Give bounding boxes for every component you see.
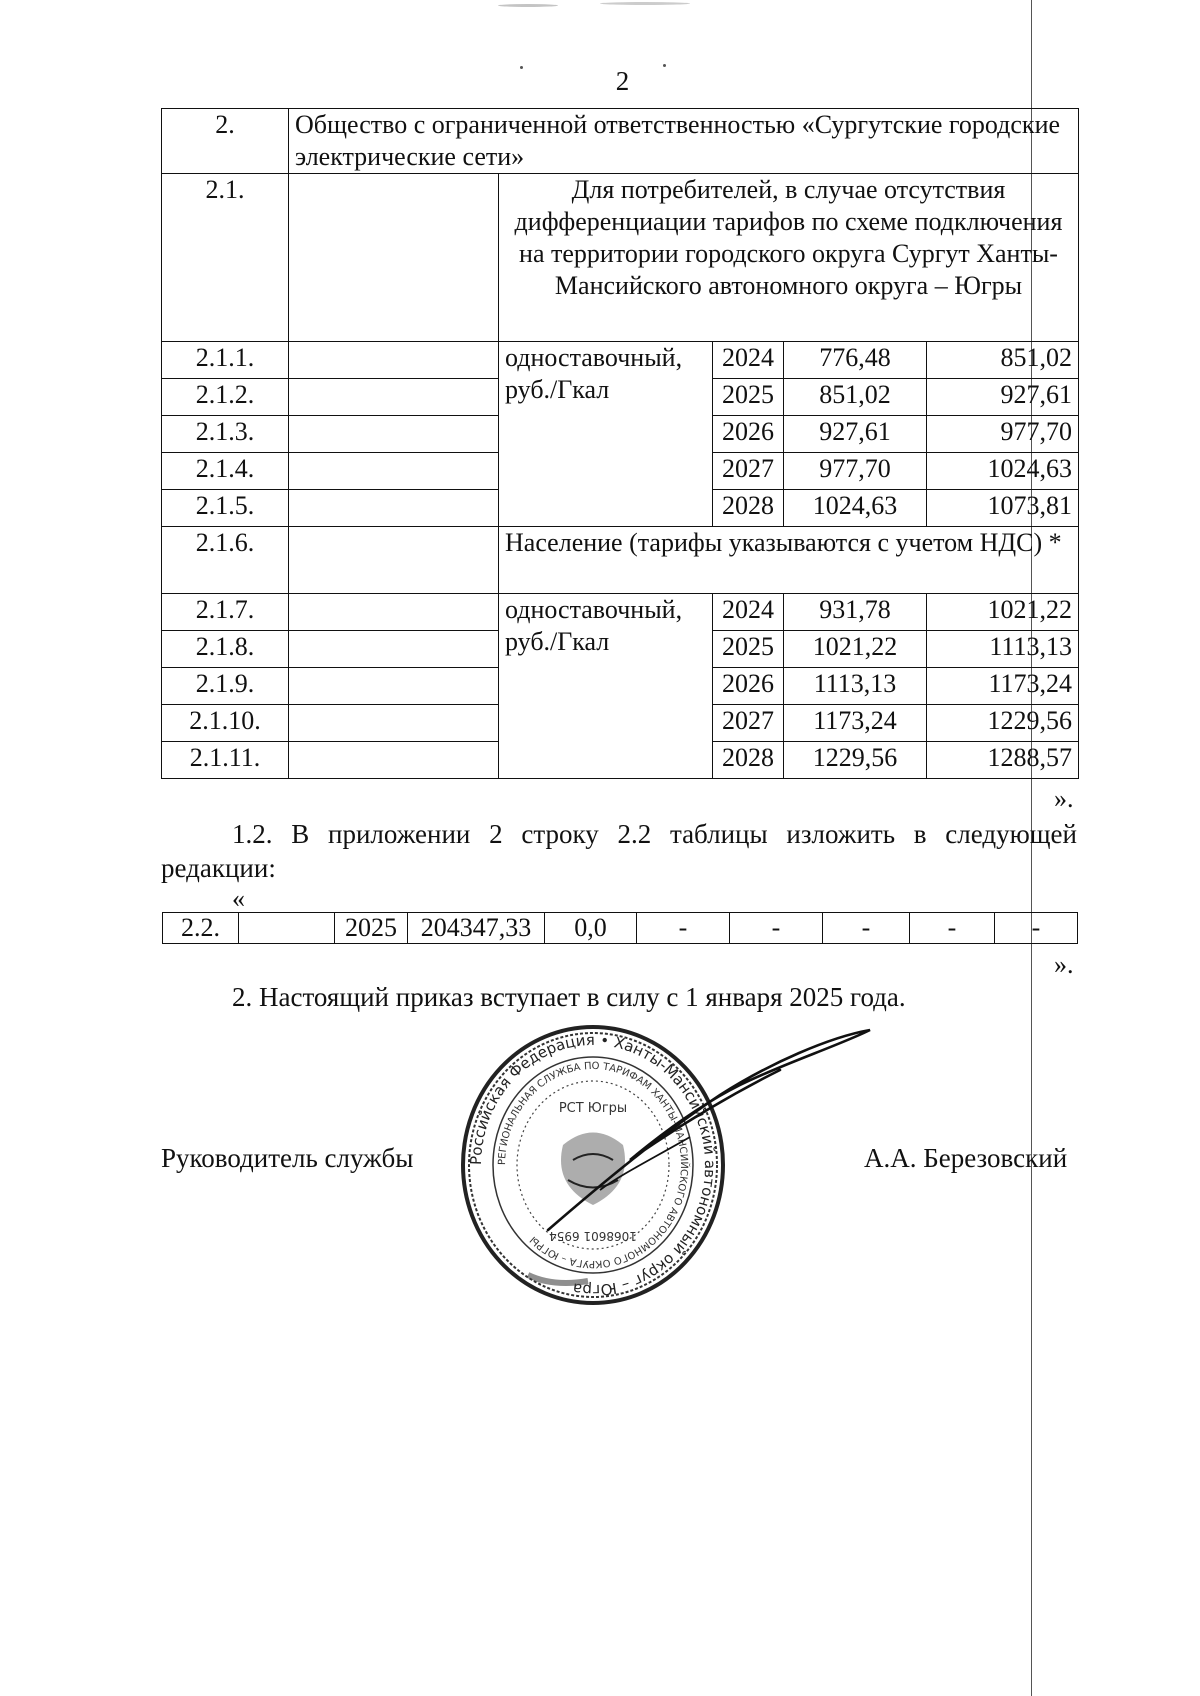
tariff-value-h1: 931,78: [784, 594, 927, 631]
empty-cell: [289, 594, 499, 631]
table-row: [162, 342, 1079, 379]
row-number: 2.1.3.: [162, 416, 289, 453]
year-cell: 2028: [713, 742, 784, 779]
tariff-value-h2: 1173,24: [927, 668, 1079, 705]
row-number: 2.1.6.: [162, 527, 289, 594]
tariff-value-h2: 927,61: [927, 379, 1079, 416]
org-name: Общество с ограниченной ответственностью «Сургутские городские электрические сети»: [289, 109, 1079, 174]
empty-cell: [289, 631, 499, 668]
tariff-value-h2: 1073,81: [927, 490, 1079, 527]
row-number: 2.1.10.: [162, 705, 289, 742]
table-cell: 204347,33: [408, 913, 545, 944]
empty-cell: [289, 705, 499, 742]
table-cell: [239, 913, 335, 944]
year-cell: 2025: [713, 379, 784, 416]
signatory-name: А.А. Березовский: [864, 1143, 1068, 1173]
tariff-value-h1: 1024,63: [784, 490, 927, 527]
table-cell: 2.2.: [163, 913, 239, 944]
row-number: 2.1.11.: [162, 742, 289, 779]
year-cell: 2025: [713, 631, 784, 668]
tariff-value-h1: 1229,56: [784, 742, 927, 779]
paragraph-2: 2. Настоящий приказ вступает в силу с 1 января 2025 года.: [232, 982, 906, 1012]
scan-speck: [600, 2, 690, 5]
table-cell: -: [637, 913, 730, 944]
row-2-2-table: [162, 912, 1078, 944]
closing-quote: ».: [1054, 950, 1074, 979]
tariff-value-h2: 1021,22: [927, 594, 1079, 631]
year-cell: 2024: [713, 594, 784, 631]
empty-cell: [289, 668, 499, 705]
seal-outer-text: Российская Федерация • Ханты-Мансийский автономный округ – Югра: [466, 1030, 720, 1300]
tariff-value-h1: 1021,22: [784, 631, 927, 668]
rate-type: одноставочный, руб./Гкал: [499, 594, 713, 779]
row-number: 2.1.: [162, 174, 289, 342]
tariff-value-h2: 1113,13: [927, 631, 1079, 668]
page-number: 2: [615, 66, 630, 96]
table-cell: -: [730, 913, 823, 944]
row-number: 2.1.1.: [162, 342, 289, 379]
table-row: [162, 174, 1079, 342]
section-heading: Для потребителей, в случае отсутствия дифференциации тарифов по схеме подключения на территории городского округа Сургут Ханты-Мансийского автономного округа – Югры: [499, 174, 1079, 342]
org-number: 2.: [162, 109, 289, 174]
table-cell: -: [823, 913, 910, 944]
table-row: [162, 527, 1079, 594]
handwritten-signature: [540, 1025, 880, 1265]
empty-cell: [289, 490, 499, 527]
year-cell: 2026: [713, 668, 784, 705]
tariff-value-h1: 977,70: [784, 453, 927, 490]
year-cell: 2026: [713, 416, 784, 453]
tariff-value-h2: 1024,63: [927, 453, 1079, 490]
rate-type: одноставочный, руб./Гкал: [499, 342, 713, 527]
year-cell: 2024: [713, 342, 784, 379]
seal-inner-text: РЕГИОНАЛЬНАЯ СЛУЖБА ПО ТАРИФАМ ХАНТЫ-МАНСИЙСКОГО АВТОНОМНОГО ОКРУГА – ЮГРЫ: [496, 1060, 690, 1270]
table-cell: -: [910, 913, 995, 944]
empty-cell: [289, 416, 499, 453]
tariff-value-h2: 1229,56: [927, 705, 1079, 742]
year-cell: 2027: [713, 705, 784, 742]
empty-cell: [289, 527, 499, 594]
empty-cell: [289, 379, 499, 416]
empty-cell: [289, 453, 499, 490]
table-row: [163, 913, 1078, 944]
row-number: 2.1.8.: [162, 631, 289, 668]
empty-cell: [289, 174, 499, 342]
paragraph-1-2: 1.2. В приложении 2 строку 2.2 таблицы изложить в следующей редакции:: [161, 819, 1077, 883]
opening-quote: «: [232, 884, 245, 913]
year-cell: 2027: [713, 453, 784, 490]
table-row: [162, 594, 1079, 631]
empty-cell: [289, 342, 499, 379]
seal-code: 1068601 6954: [549, 1229, 637, 1243]
tariff-value-h2: 1288,57: [927, 742, 1079, 779]
scan-speck: [498, 4, 558, 7]
signatory-position: Руководитель службы: [161, 1143, 414, 1173]
empty-cell: [289, 742, 499, 779]
tariff-table: [161, 108, 1079, 779]
section-heading: Население (тарифы указываются с учетом НДС) *: [499, 527, 1079, 594]
tariff-value-h1: 1113,13: [784, 668, 927, 705]
table-cell: -: [995, 913, 1078, 944]
row-number: 2.1.7.: [162, 594, 289, 631]
seal-center-text: РСТ Югры: [558, 1101, 628, 1116]
tariff-value-h1: 851,02: [784, 379, 927, 416]
tariff-value-h2: 977,70: [927, 416, 1079, 453]
tariff-value-h2: 851,02: [927, 342, 1079, 379]
row-number: 2.1.4.: [162, 453, 289, 490]
row-number: 2.1.9.: [162, 668, 289, 705]
tariff-value-h1: 1173,24: [784, 705, 927, 742]
row-number: 2.1.5.: [162, 490, 289, 527]
table-cell: 0,0: [545, 913, 637, 944]
tariff-value-h1: 927,61: [784, 416, 927, 453]
year-cell: 2028: [713, 490, 784, 527]
row-number: 2.1.2.: [162, 379, 289, 416]
tariff-value-h1: 776,48: [784, 342, 927, 379]
table-cell: 2025: [335, 913, 408, 944]
closing-quote: ».: [1054, 784, 1074, 813]
table-row: [162, 109, 1079, 174]
